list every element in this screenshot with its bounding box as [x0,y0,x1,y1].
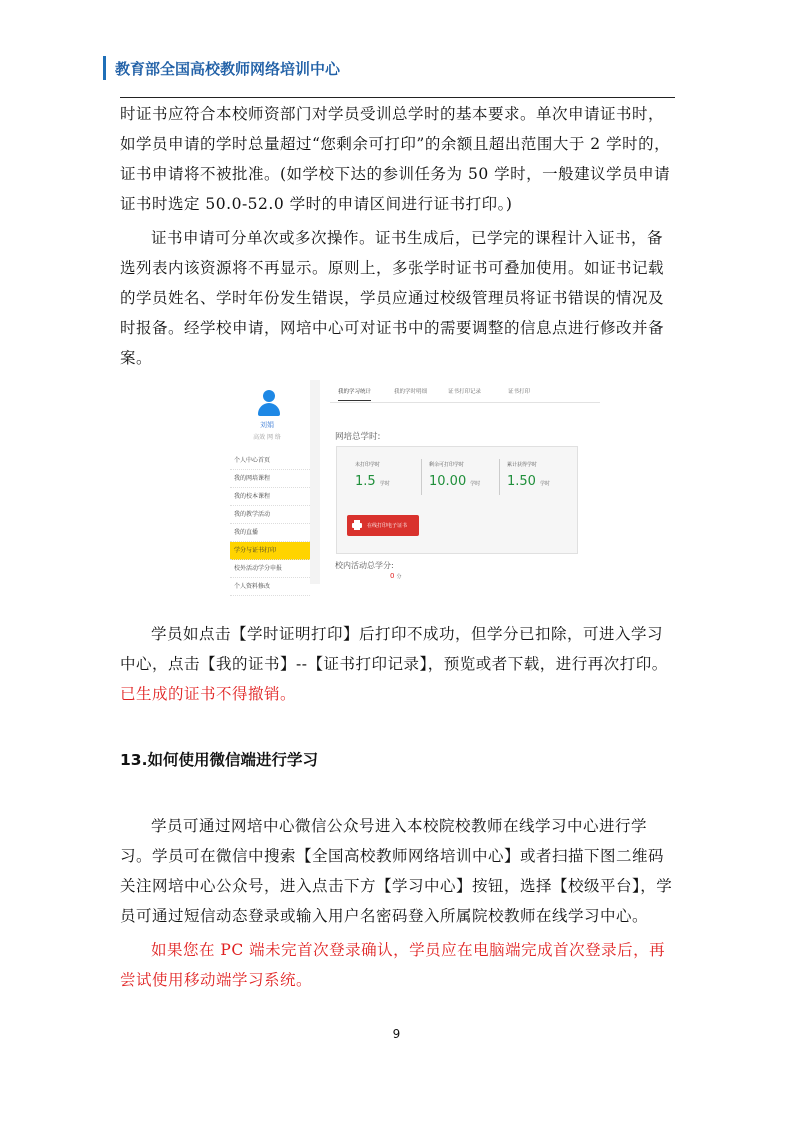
campus-credits-value [390,572,401,580]
stat-value: 10.00 [429,474,467,489]
screenshot-main [320,380,608,584]
sidebar-item-certificate-print[interactable]: 学分与证书打印 [230,542,310,560]
sidebar-item-teaching-activities[interactable]: 我的教学活动 [230,506,310,524]
user-name: 刘娟 [260,421,274,429]
stat-divider [499,459,500,495]
tab-hours-detail[interactable]: 我的学时明细 [394,389,428,395]
sidebar-item-school-courses[interactable]: 我的校本课程 [230,488,310,506]
sidebar-item-external-credits[interactable]: 校外活动学分申报 [230,560,310,578]
embedded-screenshot [224,380,608,590]
stat-unit: 学时 [539,481,550,487]
stat-value: 1.50 [507,474,536,489]
tab-bar [330,380,600,403]
print-failure-warning: 已生成的证书不得撤销。 [120,685,297,703]
campus-unit: 分 [396,574,402,580]
header-accent-bar [103,56,106,80]
stat-label: 未打印学时 [355,462,381,468]
sidebar-menu [230,452,310,596]
sidebar-item-live[interactable]: 我的直播 [230,524,310,542]
header-rule [120,97,675,98]
screenshot-sidebar [224,380,310,590]
sidebar-item-home[interactable]: 个人中心首页 [230,452,310,470]
avatar-icon [258,390,280,418]
stat-unprinted [355,461,425,489]
printer-icon [352,520,362,530]
paragraph-print-failure [120,619,675,709]
tab-learning-stats[interactable]: 我的学习统计 [338,387,371,401]
campus-value: 0 [390,572,395,580]
paragraph-wechat-learning: 学员可通过网培中心微信公众号进入本校院校教师在线学习中心进行学习。学员可在微信中搜索【全国高校教师网络培训中心】或者扫描下图二维码关注网培中心公众号，进入点击下方【学习中心】按钮，选择【校级平台】，学员可通过短信动态登录或输入用户名密码登入所属院校教师在线学习中心。 [120,817,673,925]
stat-value: 1.5 [355,474,376,489]
user-subtitle: 高效 网 络 [253,434,281,441]
paragraph-certificate-application: 证书申请可分单次或多次操作。证书生成后，已学完的课程计入证书，备选列表内该资源将不再显示。原则上，多张学时证书可叠加使用。如证书记载的学员姓名、学时年份发生错误，学员应通过校级管理员将证书错误的情况及时报备。经学校申请，网培中心可对证书中的需要调整的信息点进行修改并备案。 [120,229,665,367]
print-failure-text: 学员如点击【学时证明打印】后打印不成功，但学分已扣除，可进入学习中心，点击【我的证书】--【证书打印记录】，预览或者下载，进行再次打印。 [120,625,668,673]
stat-label: 累计获得学时 [507,462,538,468]
print-button-label: 在线打印电子证书 [367,523,408,529]
header-title: 教育部全国高校教师网络培训中心 [115,60,341,78]
paragraph-certificate-rules: 时证书应符合本校师资部门对学员受训总学时的基本要求。单次申请证书时，如学员申请的学时总量超过“您剩余可打印”的余额且超出范围大于 2 学时的，证书申请将不被批准。(如学校下达的参训任务为 50 学时，一般建议学员申请证书时选定 50.0-52.0 学时的申请区间进行证书打印。) [120,105,671,213]
tab-certificate-print[interactable]: 证书打印 [508,389,531,395]
stat-accumulated [507,461,577,489]
paragraph-pc-first-login: 如果您在 PC 端未完首次登录确认，学员应在电脑端完成首次登录后，再尝试使用移动端学习系统。 [120,941,666,989]
page-number: 9 [392,1027,401,1041]
print-certificate-button[interactable] [347,515,419,536]
section-heading-13: 13.如何使用微信端进行学习 [120,751,318,769]
sidebar-item-profile[interactable]: 个人资料修改 [230,578,310,596]
sidebar-item-training-courses[interactable]: 我的网培课程 [230,470,310,488]
training-hours-title: 网培总学时: [335,432,381,442]
stat-remaining [429,461,499,489]
stat-unit: 学时 [379,481,390,487]
stat-unit: 学时 [470,481,481,487]
stat-label: 剩余可打印学时 [429,462,465,468]
stat-divider [421,459,422,495]
tab-print-records[interactable]: 证书打印记录 [448,389,482,395]
stats-panel [336,446,578,554]
campus-credits-title: 校内活动总学分: [335,561,394,570]
